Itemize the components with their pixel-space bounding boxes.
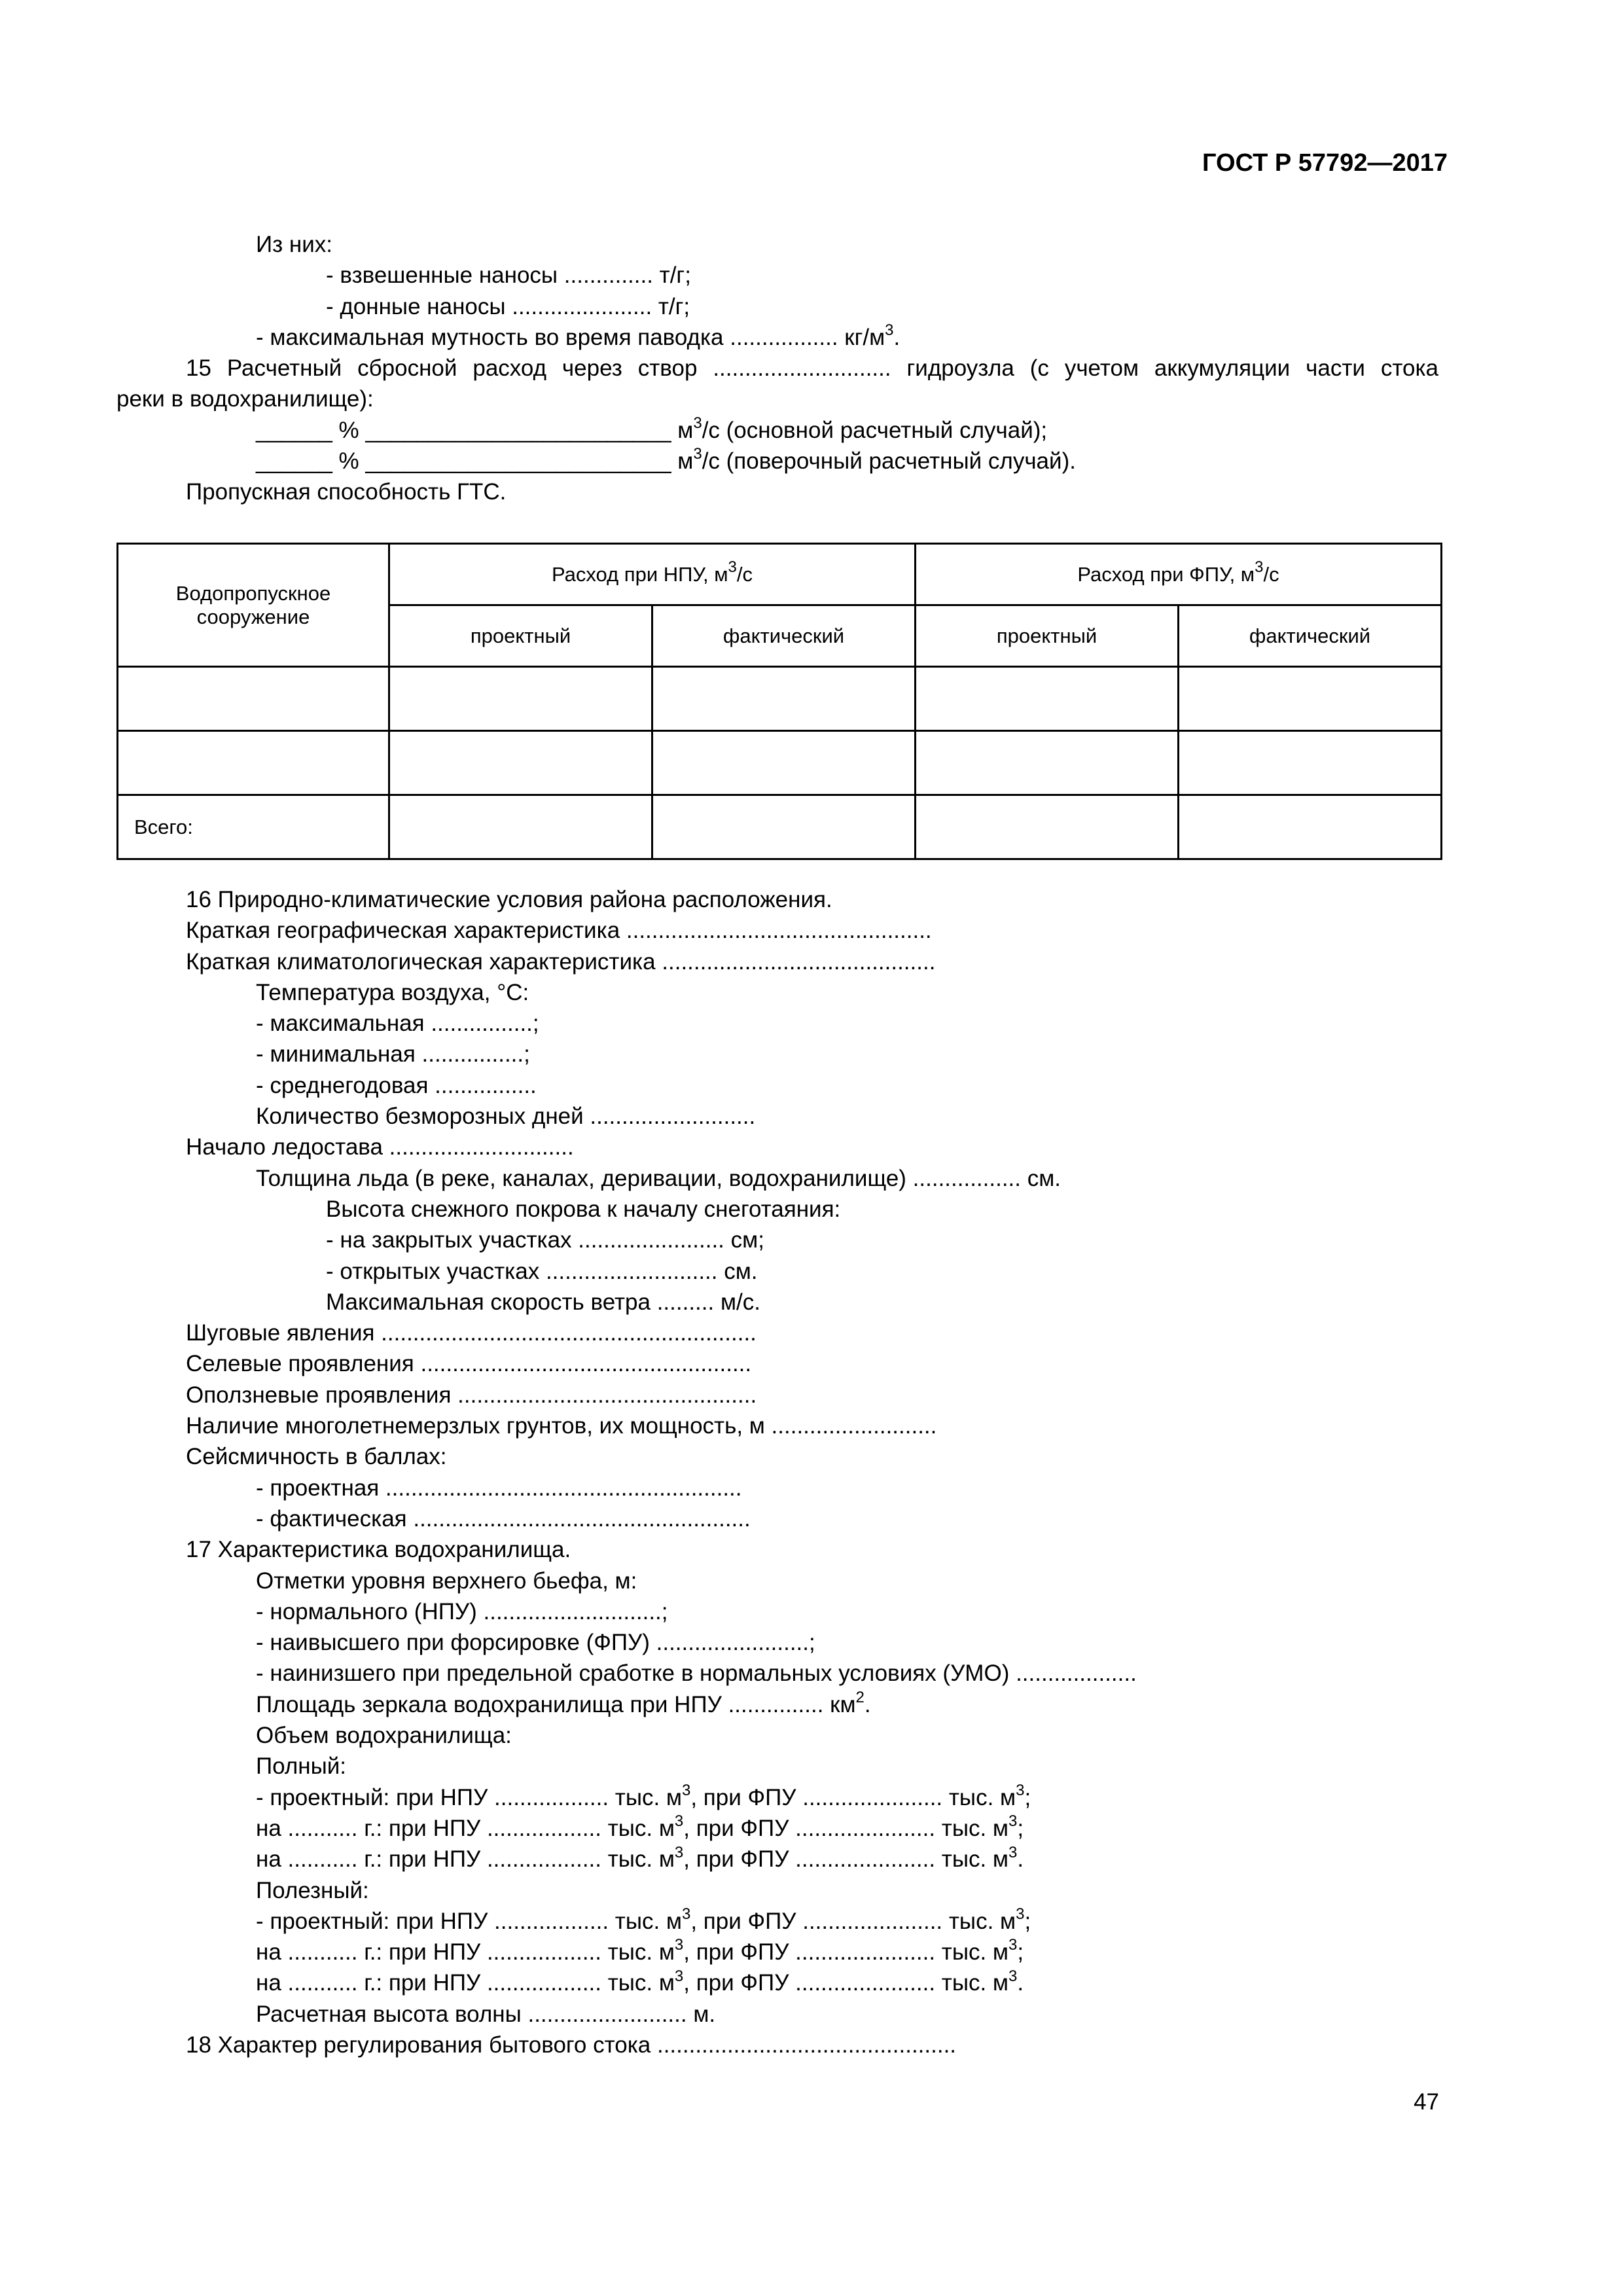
top-text-block [116, 229, 1438, 508]
table-row-total [118, 795, 1442, 859]
text-line: - наинизшего при предельной сработке в нормальных условиях (УМО) ................... [256, 1660, 1137, 1687]
table-row [118, 731, 1442, 795]
sub-header: фактический [652, 605, 916, 667]
text-line: Полезный: [256, 1877, 369, 1903]
table-cell [118, 667, 389, 731]
sub-header: фактический [1179, 605, 1442, 667]
text-line: - открытых участках ........................... см. [326, 1258, 758, 1284]
text-line: на ........... г.: при НПУ .................. тыс. $м^3$, при ФПУ ...................... тыс. $м^3$; [256, 1812, 1024, 1841]
text-line: Начало ледостава ............................. [186, 1134, 574, 1160]
bottom-text-block [116, 884, 1438, 2060]
text-line: Толщина льда (в реке, каналах, деривации, водохранилище) ................. см. [256, 1165, 1061, 1191]
text-line: Объем водохранилища: [256, 1723, 512, 1749]
text-line: - на закрытых участках ....................... см; [326, 1227, 764, 1253]
text-line: ______ % ________________________ $м^3/с$ (поверочный расчетный случай). [256, 445, 1076, 475]
text-line: Температура воздуха, °С: [256, 979, 529, 1005]
table-cell [389, 795, 652, 859]
text-line: 16 Природно-климатические условия района расположения. [186, 887, 832, 912]
text-line: - максимальная ................; [256, 1011, 539, 1037]
text-line: 18 Характер регулирования бытового стока ............................................... [186, 2032, 957, 2058]
text-line: - минимальная ................; [256, 1041, 530, 1067]
text-line: Количество безморозных дней .......................... [256, 1103, 756, 1130]
text-line: 17 Характеристика водохранилища. [186, 1537, 571, 1563]
text-line: - проектный: при НПУ .................. тыс. $м^3$, при ФПУ ...................... тыс. $м^3$; [256, 1781, 1031, 1810]
total-label: Всего: [118, 795, 389, 859]
text-line: Из них: [256, 232, 333, 257]
text-line: Высота снежного покрова к началу снеготаяния: [326, 1196, 841, 1222]
table-cell [118, 731, 389, 795]
col-header-structure: Водопропускное сооружение [118, 544, 389, 667]
table-cell [1179, 667, 1442, 731]
text-line: Краткая климатологическая характеристика ........................................... [186, 948, 936, 975]
text-line: Сейсмичность в баллах: [186, 1444, 447, 1470]
text-line: - фактическая ..................................................... [256, 1505, 751, 1532]
table-cell [916, 731, 1179, 795]
text-line: - проектный: при НПУ .................. тыс. $м^3$, при ФПУ ...................... тыс. $м^3$; [256, 1905, 1031, 1934]
table-cell [652, 667, 916, 731]
text-line: на ........... г.: при НПУ .................. тыс. $м^3$, при ФПУ ...................... тыс. $м^3$. [256, 1843, 1024, 1873]
text-line: - наивысшего при форсировке (ФПУ) ........................; [256, 1630, 815, 1656]
text-line: Пропускная способность ГТС. [186, 479, 507, 505]
text-line: на ........... г.: при НПУ .................. тыс. $м^3$, при ФПУ ...................... тыс. $м^3$. [256, 1967, 1024, 1996]
text-line: на ........... г.: при НПУ .................. тыс. $м^3$, при ФПУ ...................... тыс. $м^3$; [256, 1936, 1024, 1965]
text-line: реки в водохранилище): [116, 386, 374, 412]
text-line: Расчетная высота волны ......................... м. [256, 2001, 716, 2027]
text-line: Площадь зеркала водохранилища при НПУ ............... $км^2$. [256, 1689, 871, 1717]
table-cell [916, 667, 1179, 731]
text-line: Шуговые явления ........................................................... [186, 1320, 757, 1346]
col-header-fpu: Расход при ФПУ, $м^3/с$ [916, 544, 1442, 605]
table-cell [1179, 731, 1442, 795]
table-cell [389, 667, 652, 731]
sub-header: проектный [389, 605, 652, 667]
table-cell [652, 731, 916, 795]
table-cell [652, 795, 916, 859]
text-line: Оползневые проявления ............................................... [186, 1382, 757, 1408]
text-line: ______ % ________________________ $м^3/с$ (основной расчетный случай); [256, 414, 1048, 443]
text-line: - донные наносы ...................... т/г; [326, 293, 690, 319]
throughput-table [116, 543, 1442, 860]
text-line: - нормального (НПУ) ............................; [256, 1598, 668, 1624]
text-line: - среднегодовая ................ [256, 1072, 537, 1098]
text-line: Наличие многолетнемерзлых грунтов, их мощность, м .......................... [186, 1413, 937, 1439]
table-row [118, 667, 1442, 731]
text-line: - проектная ........................................................ [256, 1475, 742, 1501]
sub-header: проектный [916, 605, 1179, 667]
table-cell [1179, 795, 1442, 859]
text-line: Селевые проявления .................................................... [186, 1351, 752, 1377]
text-line: - взвешенные наносы .............. т/г; [326, 262, 691, 289]
document-header: ГОСТ Р 57792—2017 [1202, 149, 1448, 177]
text-line: Максимальная скорость ветра ......... м/с. [326, 1289, 760, 1315]
text-line: 15 Расчетный сбросной расход через створ ............................ гидроузла (с учетом аккумуляции части стока [186, 355, 1438, 382]
col-header-npu: Расход при НПУ, $м^3/с$ [389, 544, 916, 605]
table-cell [916, 795, 1179, 859]
page-number: 47 [1414, 2089, 1439, 2115]
text-line: Краткая географическая характеристика ................................................ [186, 918, 932, 944]
text-line: Полный: [256, 1753, 347, 1780]
table-cell [389, 731, 652, 795]
text-line: - максимальная мутность во время паводка ................. $кг/м^3$. [256, 321, 901, 350]
text-line: Отметки уровня верхнего бьефа, м: [256, 1568, 637, 1594]
